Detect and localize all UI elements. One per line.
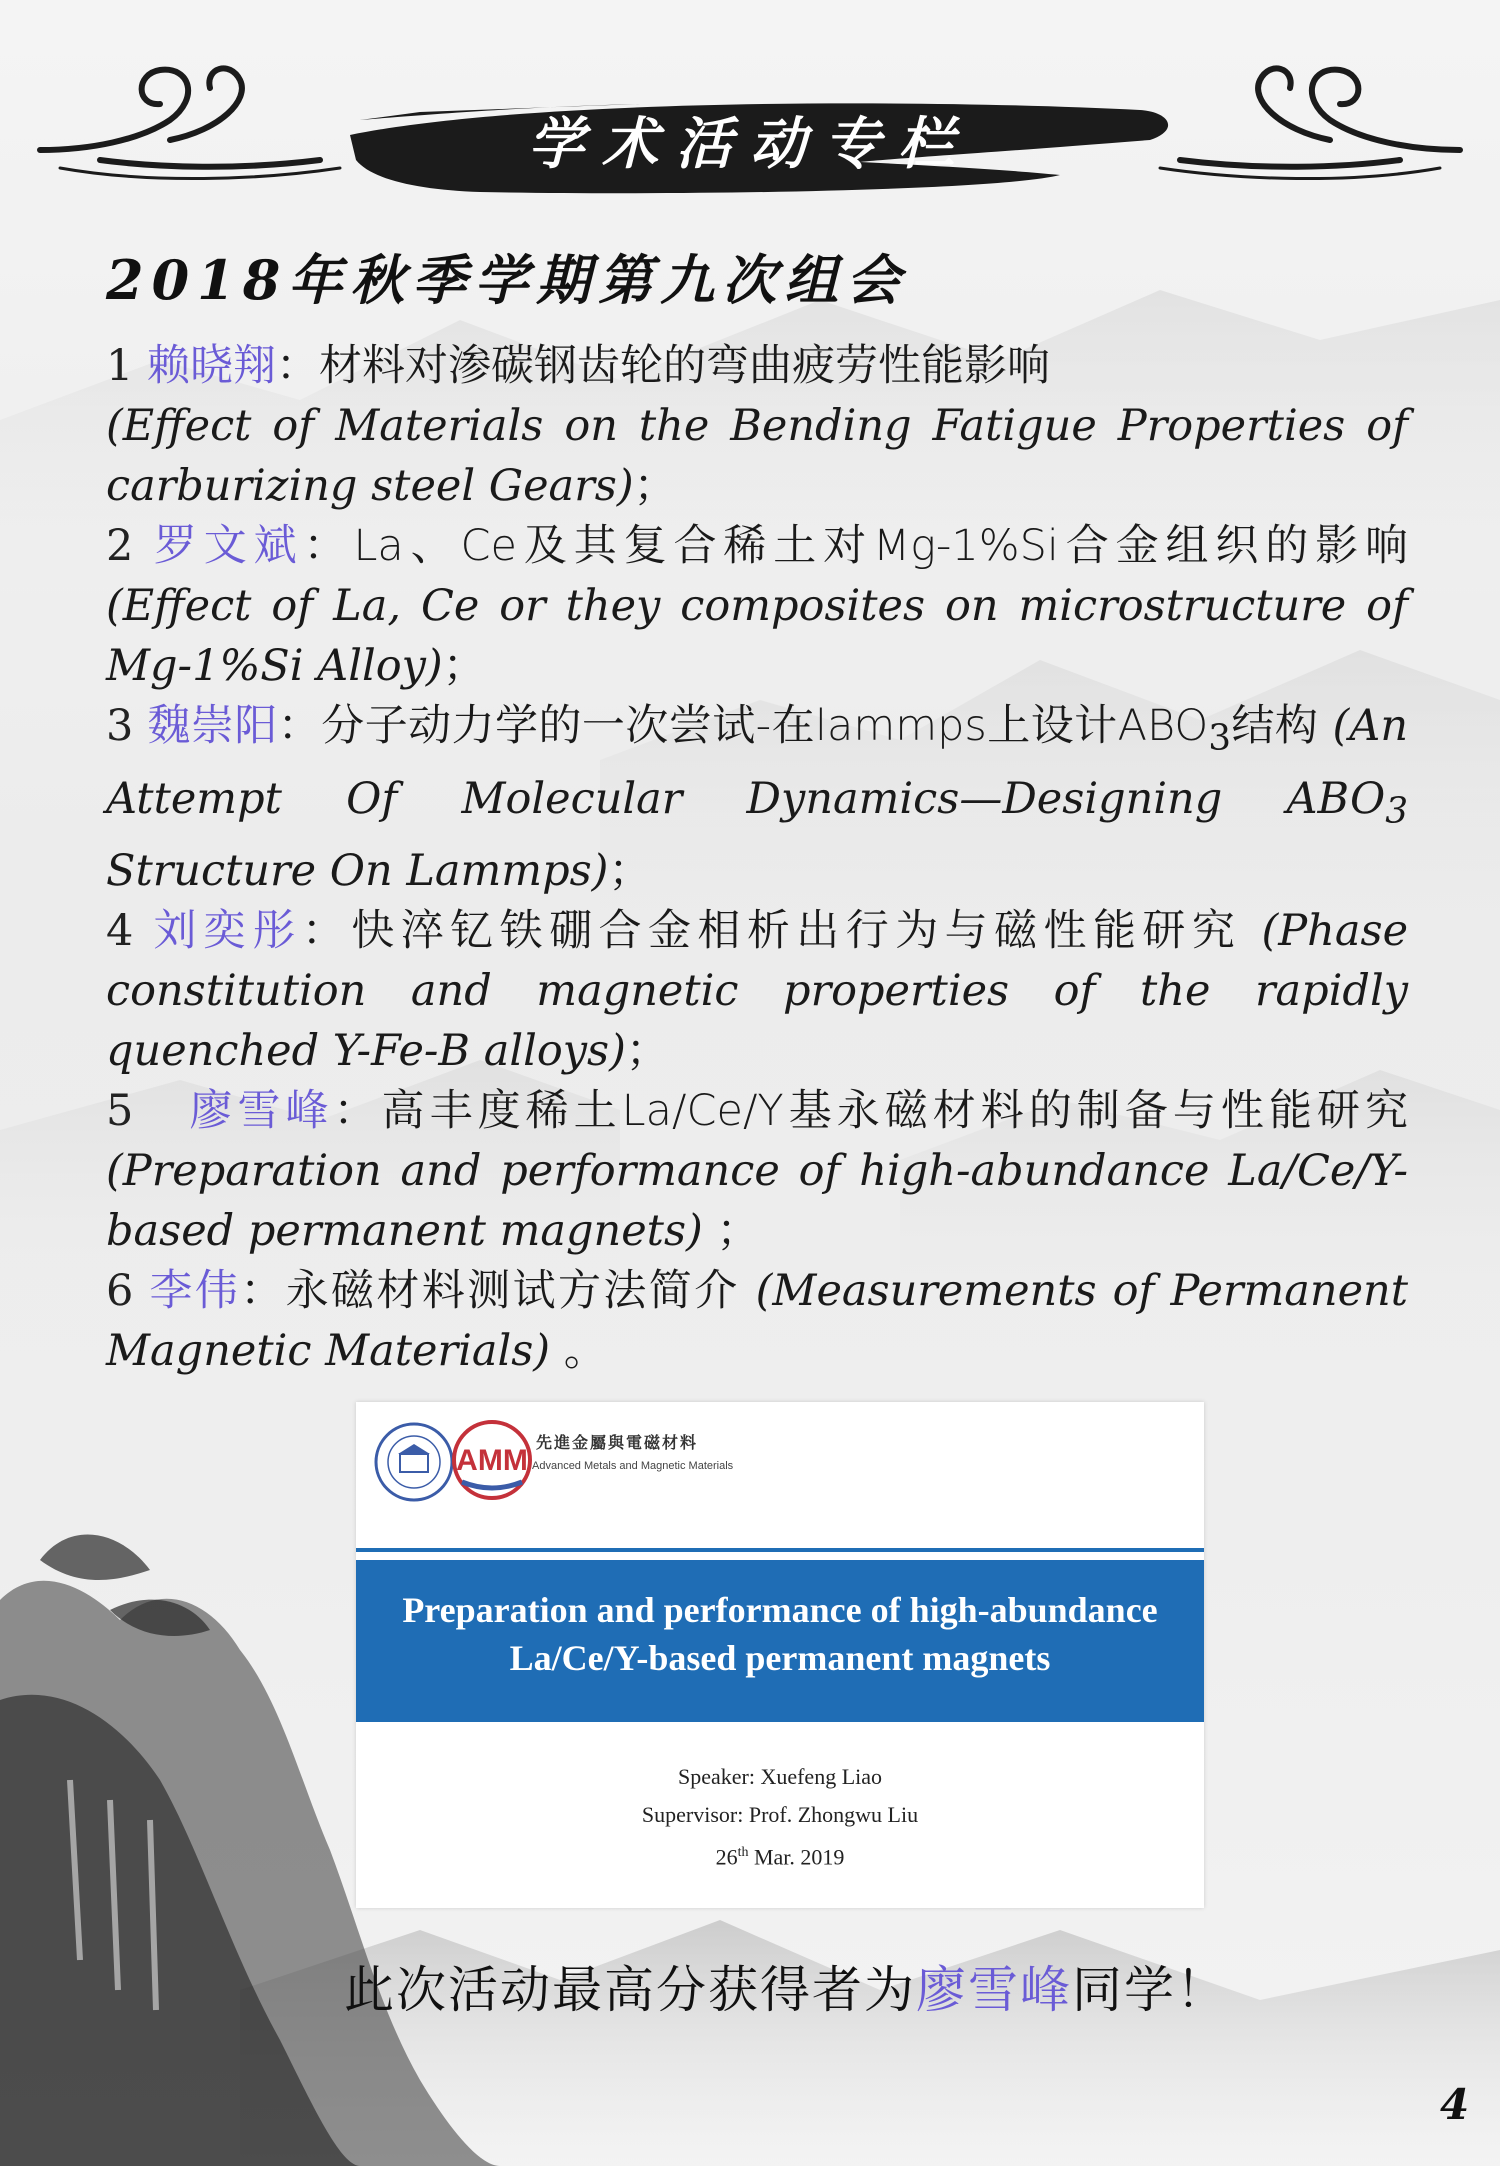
slide-title: [356, 1586, 1204, 1682]
speaker-name: 刘奕彤: [153, 906, 302, 957]
talk-title-en: (Measurements of Permanent Magnetic Materials): [106, 1266, 1409, 1377]
talk-item: [106, 516, 1408, 696]
meeting-title: 2018年秋季学期第九次组会: [106, 248, 909, 312]
slide-date: [356, 1834, 1204, 1876]
section-title: 学术活动专栏: [528, 112, 972, 177]
talk-end-punct: ；: [442, 641, 486, 691]
talk-number: 5: [106, 1086, 134, 1137]
talk-title-zh: 永磁材料测试方法简介: [285, 1266, 740, 1317]
talk-item: [106, 901, 1408, 1081]
speaker-name: 李伟: [149, 1266, 241, 1317]
speaker-name: 罗文斌: [153, 521, 304, 571]
separator: ：: [303, 521, 354, 571]
speaker-name: 廖雪峰: [189, 1086, 334, 1137]
lab-logo-text: AMM: [456, 1444, 528, 1477]
org-name-zh: 先進金屬與電磁材料: [536, 1433, 699, 1452]
right-cloud-ornament-icon: [1160, 68, 1460, 178]
slide-speaker: Speaker: Xuefeng Liao: [677, 1764, 883, 1789]
talk-number: 1: [106, 341, 134, 391]
talk-end-punct: ；: [625, 1026, 669, 1077]
talk-list: [106, 336, 1408, 1381]
talk-title-en: (Effect of Materials on the Bending Fatigue Properties of carburizing steel Gears): [106, 401, 1408, 511]
talk-number: 2: [106, 521, 134, 571]
subscript: 3: [1385, 790, 1408, 832]
talk-number: 4: [106, 906, 134, 957]
date-suffix: th: [737, 1845, 749, 1860]
talk-end-punct: ；: [608, 846, 652, 897]
talk-number: 3: [106, 701, 134, 751]
talk-title-en: (Preparation and performance of high-abundance La/Ce/Y-based permanent magnets): [106, 1146, 1408, 1257]
separator: ：: [301, 906, 352, 957]
talk-title-zh-cont: 结构: [1231, 701, 1319, 751]
talk-end-punct: ；: [633, 461, 677, 511]
separator: ：: [276, 341, 320, 391]
date-rest: Mar. 2019: [748, 1844, 845, 1870]
talk-end-punct: 。: [550, 1326, 607, 1377]
talk-item: [106, 696, 1408, 901]
talk-item: [106, 1081, 1408, 1261]
talk-item: [106, 336, 1408, 516]
separator: ：: [277, 701, 322, 751]
slide-title-line: Preparation and performance of high-abundance: [402, 1590, 1158, 1630]
subscript: 3: [1208, 717, 1232, 759]
winner-prefix: 此次活动最高分获得者为: [344, 1961, 916, 2019]
left-cloud-ornament-icon: [40, 68, 340, 178]
talk-item: [106, 1261, 1408, 1381]
talk-title-zh: 高丰度稀土La/Ce/Y基永磁材料的制备与性能研究: [381, 1086, 1409, 1137]
talk-end-punct: ；: [702, 1206, 760, 1257]
page-number: 4: [1440, 2080, 1470, 2129]
separator: ：: [333, 1086, 382, 1137]
speaker-name: 魏崇阳: [147, 701, 278, 751]
talk-title-en-cont: Structure On Lammps): [106, 846, 609, 897]
winner-suffix: 同学！: [1072, 1961, 1228, 2019]
winner-announcement: [306, 1950, 1266, 2030]
talk-title-en: (Effect of La, Ce or they composites on microstructure of Mg-1%Si Alloy): [106, 581, 1408, 691]
talk-title-zh: 快淬钇铁硼合金相析出行为与磁性能研究: [351, 906, 1242, 957]
separator: ：: [240, 1266, 286, 1317]
slide-meta: [356, 1758, 1204, 1876]
presentation-slide-image: [356, 1402, 1204, 1908]
talk-title-zh: 材料对渗碳钢齿轮的弯曲疲劳性能影响: [319, 341, 1051, 391]
slide-title-line: La/Ce/Y-based permanent magnets: [509, 1638, 1051, 1678]
slide-rule: [356, 1548, 1204, 1552]
talk-title-zh: La、Ce及其复合稀土对Mg-1%Si合金组织的影响: [353, 521, 1409, 571]
speaker-name: 赖晓翔: [147, 341, 277, 391]
talk-title-en: (An Attempt Of Molecular Dynamics—Designing ABO: [106, 701, 1409, 824]
talk-title-zh: 分子动力学的一次尝试-在lammps上设计ABO: [321, 701, 1209, 751]
talk-title-en: (Phase constitution and magnetic properties of the rapidly quenched Y-Fe-B alloys): [106, 906, 1409, 1077]
talk-number: 6: [106, 1266, 134, 1317]
date-day: 26: [715, 1844, 738, 1870]
winner-name: 廖雪峰: [916, 1961, 1072, 2019]
org-name-en: Advanced Metals and Magnetic Materials: [532, 1460, 734, 1472]
slide-supervisor: Supervisor: Prof. Zhongwu Liu: [641, 1802, 919, 1827]
